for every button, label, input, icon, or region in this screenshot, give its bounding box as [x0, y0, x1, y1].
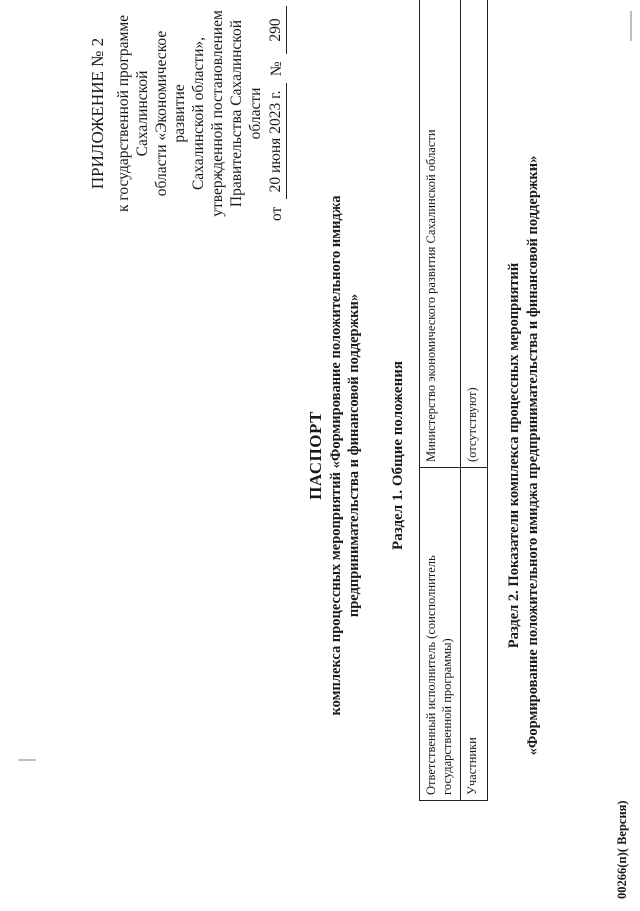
- table-row: [420, 0, 461, 801]
- appendix-line: области «Экономическое развитие: [152, 30, 189, 197]
- section1-heading: Раздел 1. Общие положения: [390, 361, 406, 550]
- appendix-title: ПРИЛОЖЕНИЕ № 2: [88, 37, 107, 190]
- row-label: Участники: [461, 468, 488, 801]
- appendix-line: утвержденной постановлением: [209, 10, 227, 217]
- general-provisions-table: [419, 0, 488, 801]
- number-label: №: [267, 61, 285, 77]
- section2-heading-line: Раздел 2. Показатели комплекса процессных мероприятий: [506, 262, 522, 649]
- appendix-line: Сахалинской области»,: [190, 36, 208, 191]
- section2-heading: [505, 0, 542, 911]
- row-value: (отсутствуют): [461, 0, 488, 468]
- row-value: Министерство экономического развития Сахалинской области: [420, 0, 461, 468]
- section2-heading-line: «Формирование положительного имиджа предпринимательства и финансовой поддержки»: [524, 155, 541, 756]
- order-line: [267, 6, 287, 221]
- passport-title: ПАСПОРТ: [306, 411, 325, 500]
- footer-code: 00266(п)( Версия): [615, 800, 629, 899]
- appendix-block: [88, 6, 287, 221]
- row-label: Ответственный исполнитель (соисполнитель государственной программы): [420, 468, 461, 801]
- appendix-line: Правительства Сахалинской области: [228, 19, 265, 208]
- from-label: от: [267, 206, 285, 221]
- passport-subtitle: комплекса процессных мероприятий «Формирование положительного имиджа предпринимательства и финансовой поддержки»: [328, 195, 362, 716]
- table-row: [461, 0, 488, 801]
- appendix-line: к государственной программе Сахалинской: [114, 14, 151, 213]
- scan-mark: [18, 759, 36, 761]
- order-date: 20 июня 2023 г.: [267, 83, 287, 199]
- order-number: 290: [267, 6, 287, 54]
- scan-mark: [630, 11, 632, 41]
